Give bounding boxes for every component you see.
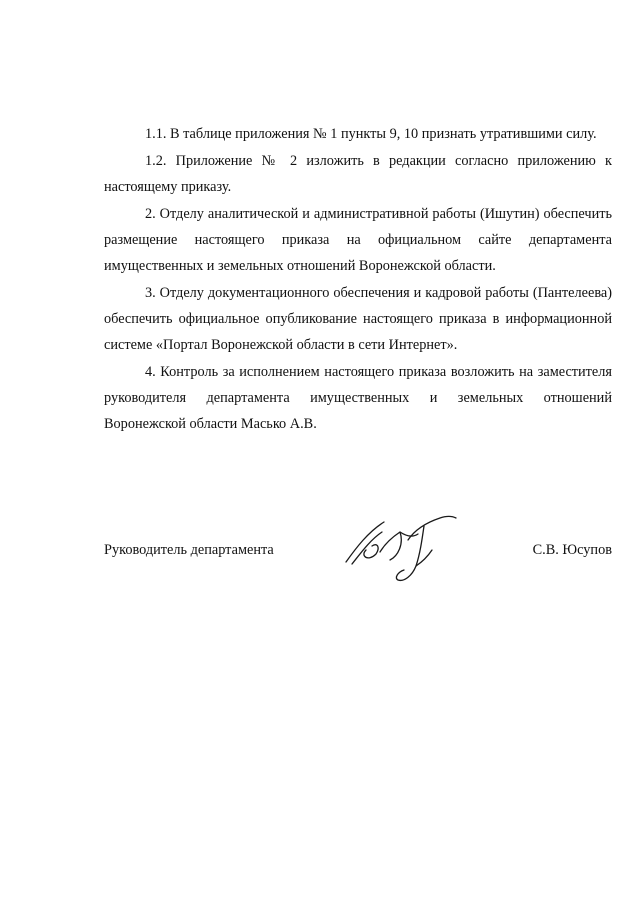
paragraph-4: 4. Контроль за исполнением настоящего приказа возложить на заместителя руководителя департамента имущественных и земельных отношений Воронежской области Масько А.В. (104, 364, 612, 432)
signature-block (104, 532, 612, 572)
paragraph-2: 2. Отделу аналитической и административной работы (Ишутин) обеспечить размещение настоящего приказа на официальном сайте департамента имущественных и земельных отношений Воронежской области. (104, 206, 612, 274)
signatory-name: С.В. Юсупов (532, 542, 612, 558)
document-body (104, 121, 612, 438)
paragraph-1-2: 1.2. Приложение № 2 изложить в редакции согласно приложению к настоящему приказу. (104, 153, 612, 195)
paragraph-3: 3. Отделу документационного обеспечения и кадровой работы (Пантелеева) обеспечить официальное опубликование настоящего приказа в информационной системе «Портал Воронежской области в сети Интернет». (104, 285, 612, 353)
signatory-title: Руководитель департамента (104, 542, 274, 558)
paragraph-1-1: 1.1. В таблице приложения № 1 пункты 9, 10 признать утратившими силу. (145, 126, 597, 142)
handwritten-signature (342, 510, 462, 586)
